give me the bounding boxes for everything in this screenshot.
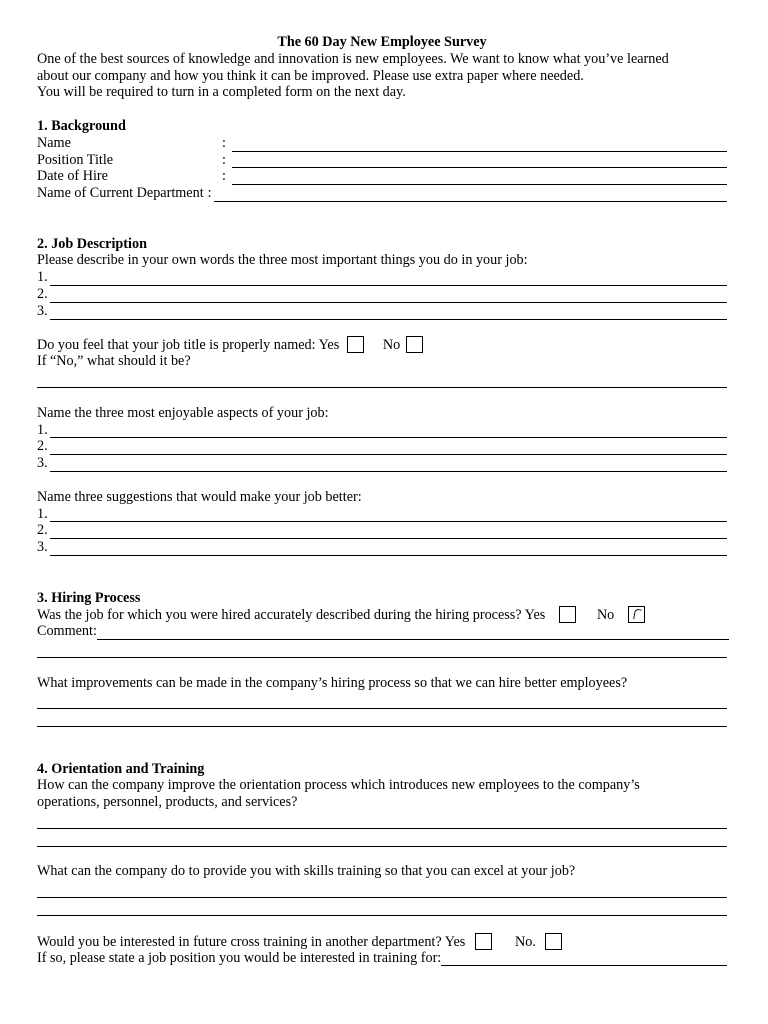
enjoyable-input-3[interactable] <box>50 458 727 472</box>
cross-training-question-row <box>37 933 727 950</box>
hiring-comment-input[interactable] <box>97 626 729 640</box>
hiring-question-row <box>37 606 727 623</box>
orientation-input-2[interactable] <box>37 829 727 847</box>
intro-line-2: about our company and how you think it can be improved. Please use extra paper where needed. <box>37 67 584 84</box>
job-title-suggestion-input[interactable] <box>37 370 727 388</box>
date-of-hire-label: Date of Hire <box>37 168 108 185</box>
position-title-input[interactable] <box>232 154 727 168</box>
section-heading-background: 1. Background <box>37 117 126 134</box>
date-of-hire-field-row: Date of Hire : <box>37 168 727 185</box>
hiring-accuracy-question: Was the job for which you were hired accurately described during the hiring process? <box>37 607 522 624</box>
skills-training-prompt: What can the company do to provide you with skills training so that you can excel at your job? <box>37 863 576 880</box>
hiring-improvements-prompt: What improvements can be made in the company’s hiring process so that we can hire better employees? <box>37 674 628 691</box>
section-heading-hiring-process: 3. Hiring Process <box>37 589 141 606</box>
position-title-label: Position Title <box>37 151 114 168</box>
enjoyable-line-1: 1. <box>37 422 727 439</box>
orientation-prompt-line-1: How can the company improve the orientation process which introduces new employees to the company’s <box>37 777 640 794</box>
section-heading-job-description: 2. Job Description <box>37 235 147 252</box>
section-heading-orientation-training: 4. Orientation and Training <box>37 760 205 777</box>
cross-training-position-prompt: If so, please state a job position you would be interested in training for: <box>37 949 442 966</box>
hiring-comment-label: Comment: <box>37 623 97 640</box>
cross-training-no-label: No. <box>514 933 536 950</box>
job-title-question-row <box>37 336 727 353</box>
hiring-improvements-input-1[interactable] <box>37 691 727 709</box>
name-label: Name <box>37 134 71 151</box>
orientation-prompt-line-2: operations, personnel, products, and services? <box>37 794 298 811</box>
job-duties-prompt: Please describe in your own words the three most important things you do in your job: <box>37 252 528 269</box>
hiring-comment-input-2[interactable] <box>37 640 727 658</box>
job-title-question: Do you feel that your job title is properly named: <box>37 337 316 354</box>
job-duty-line-2: 2. <box>37 286 727 303</box>
cross-training-yes-checkbox[interactable] <box>475 933 492 950</box>
job-duty-input-2[interactable] <box>50 289 727 303</box>
cross-training-position-row <box>37 950 727 967</box>
job-duty-input-3[interactable] <box>50 306 727 320</box>
skills-training-input-1[interactable] <box>37 880 727 898</box>
job-duty-line-1: 1. <box>37 269 727 286</box>
intro-line-3: You will be required to turn in a completed form on the next day. <box>37 84 406 101</box>
job-title-no-label: No <box>382 337 401 354</box>
enjoyable-aspects-prompt: Name the three most enjoyable aspects of your job: <box>37 404 329 421</box>
cross-training-position-input[interactable] <box>441 952 727 966</box>
cross-training-yes-label: Yes <box>444 933 466 950</box>
hiring-no-label: No <box>596 607 615 624</box>
job-title-yes-label: Yes <box>318 337 340 354</box>
hiring-comment-row <box>37 623 729 640</box>
job-title-no-checkbox[interactable] <box>406 336 423 353</box>
name-field-row: Name : <box>37 135 727 152</box>
enjoyable-input-1[interactable] <box>50 424 727 438</box>
intro-line-1: One of the best sources of knowledge and innovation is new employees. We want to know what you’ve learned <box>37 50 669 67</box>
department-label: Name of Current Department <box>37 185 204 202</box>
job-duty-input-1[interactable] <box>50 272 727 286</box>
hiring-no-checkbox[interactable] <box>628 606 645 623</box>
hiring-improvements-input-2[interactable] <box>37 709 727 727</box>
skills-training-input-2[interactable] <box>37 898 727 916</box>
suggestions-prompt: Name three suggestions that would make your job better: <box>37 488 362 505</box>
suggestion-input-3[interactable] <box>50 542 727 556</box>
enjoyable-line-3: 3. <box>37 455 727 472</box>
date-of-hire-input[interactable] <box>232 171 727 185</box>
cross-training-question: Would you be interested in future cross training in another department? <box>37 933 442 950</box>
suggestion-line-1: 1. <box>37 506 727 523</box>
position-title-field-row: Position Title : <box>37 152 727 169</box>
job-title-yes-checkbox[interactable] <box>347 336 364 353</box>
enjoyable-input-2[interactable] <box>50 441 727 455</box>
suggestion-line-3: 3. <box>37 539 727 556</box>
if-no-prompt: If “No,” what should it be? <box>37 353 191 370</box>
hiring-yes-checkbox[interactable] <box>559 606 576 623</box>
enjoyable-line-2: 2. <box>37 438 727 455</box>
suggestion-input-2[interactable] <box>50 525 727 539</box>
name-input[interactable] <box>232 138 727 152</box>
department-field-row: Name of Current Department : <box>37 185 727 202</box>
hiring-yes-label: Yes <box>524 607 546 624</box>
cross-training-no-checkbox[interactable] <box>545 933 562 950</box>
suggestion-input-1[interactable] <box>50 508 727 522</box>
suggestion-line-2: 2. <box>37 522 727 539</box>
checkbox-mark-icon <box>633 609 642 621</box>
department-input[interactable] <box>214 188 727 202</box>
job-duty-line-3: 3. <box>37 303 727 320</box>
survey-form <box>37 34 727 966</box>
page-title: The 60 Day New Employee Survey <box>277 34 487 50</box>
orientation-input-1[interactable] <box>37 811 727 829</box>
